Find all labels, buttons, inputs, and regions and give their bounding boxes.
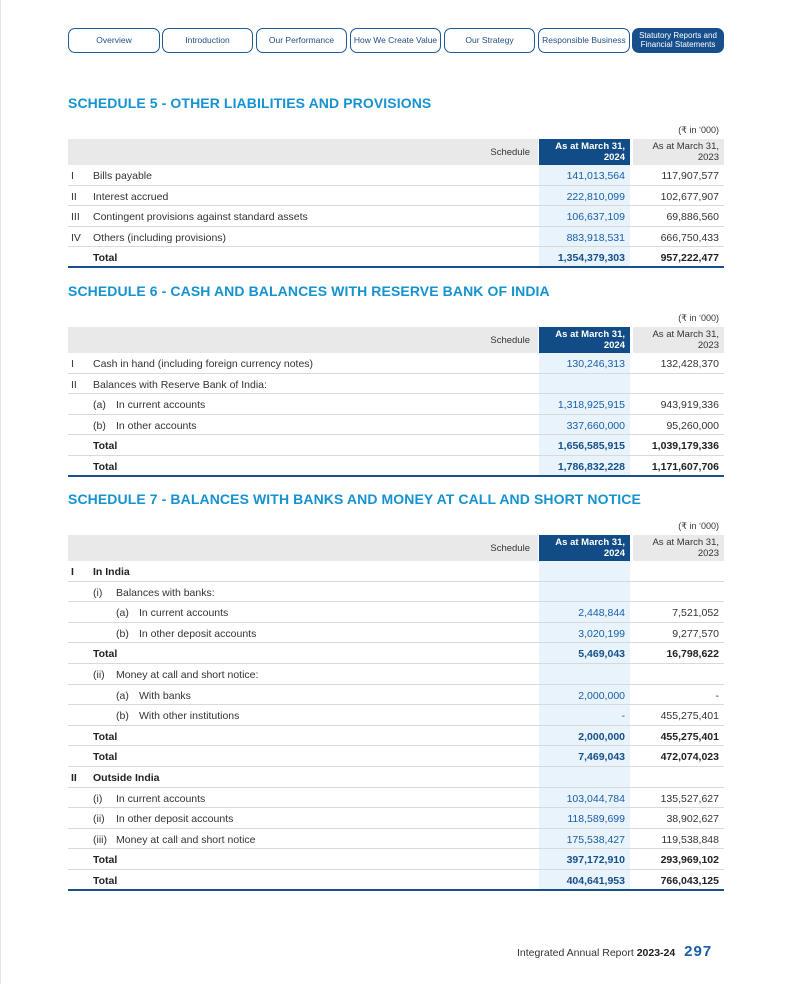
tab-our-performance[interactable]: Our Performance [256,28,347,53]
tab-introduction[interactable]: Introduction [162,28,253,53]
previous-year-cell [633,582,724,602]
row-label: Total [93,874,118,887]
previous-year-cell [633,767,724,787]
row-label: In current accounts [116,792,206,805]
table-header [68,139,724,165]
table-row [68,726,724,747]
table-row [68,561,724,582]
current-year-value: 404,641,953 [566,874,625,887]
current-year-value: 7,469,043 [578,751,625,764]
previous-year-value: 16,798,622 [666,648,719,661]
table-row [68,206,724,227]
row-number: I [71,358,74,370]
schedule-5-title: SCHEDULE 5 - OTHER LIABILITIES AND PROVISIONS [68,95,432,111]
table-row [68,165,724,186]
previous-year-value: 7,521,052 [672,607,719,620]
row-label: Money at call and short notice: [116,668,259,681]
current-year-value: 1,318,925,915 [557,399,625,412]
previous-year-value: 69,886,560 [666,211,719,224]
row-label: Bills payable [93,170,152,182]
previous-year-cell [633,561,724,581]
row-number: II [71,190,77,203]
units-note: (₹ in ‘000) [678,521,719,531]
previous-year-value: 766,043,125 [660,874,719,887]
table-row [68,849,724,870]
table-row [68,664,724,685]
row-label: Total [93,648,118,661]
tab-overview[interactable]: Overview [68,28,160,53]
current-year-value: 2,000,000 [578,730,625,743]
row-label: Total [93,252,118,265]
schedule-5-table [68,139,724,268]
row-sub-index: (i) [93,586,103,599]
row-label: In other deposit accounts [139,627,257,640]
previous-year-cell [633,664,724,684]
current-year-header: As at March 31, 2024 [539,327,630,353]
header-background [68,139,538,165]
row-label: With other institutions [139,710,240,723]
current-year-value: 222,810,099 [566,190,625,203]
row-number: I [71,170,74,182]
schedule-6-table [68,327,724,477]
page-number: 297 [684,943,713,960]
table-row [68,227,724,248]
previous-year-value: 293,969,102 [660,854,719,867]
table-row [68,353,724,374]
current-year-cell [539,582,630,602]
tab-statutory-reports[interactable]: Statutory Reports and Financial Statements [632,28,724,53]
current-year-value: 1,786,832,228 [557,460,625,473]
table-row [68,374,724,395]
row-label: Interest accrued [93,190,169,203]
current-year-cell [539,664,630,684]
table-row [68,602,724,623]
previous-year-header: As at March 31, 2023 [633,139,724,165]
page-footer [517,943,712,960]
schedule-6-title: SCHEDULE 6 - CASH AND BALANCES WITH RESERVE BANK OF INDIA [68,283,550,299]
tab-our-strategy[interactable]: Our Strategy [444,28,535,53]
row-label: Balances with banks: [116,586,215,599]
row-number: I [71,566,74,578]
previous-year-value: 957,222,477 [660,252,719,265]
row-label: In other deposit accounts [116,813,234,826]
row-label: Outside India [93,771,160,784]
row-number: IV [71,231,81,244]
previous-year-value: 666,750,433 [660,231,719,244]
row-sub-index: (iii) [93,833,107,846]
report-name: Integrated Annual Report [517,947,634,959]
table-row [68,643,724,664]
table-row [68,394,724,415]
row-sub-index: (b) [93,419,106,432]
report-year: 2023-24 [636,947,676,959]
current-year-value: 2,448,844 [578,607,625,620]
previous-year-value: 455,275,401 [660,710,719,723]
row-label: Total [93,730,118,743]
row-label: With banks [139,689,191,702]
row-label: Others (including provisions) [93,231,227,244]
current-year-value: 3,020,199 [578,627,625,640]
current-year-cell [539,767,630,787]
current-year-header: As at March 31, 2024 [539,139,630,165]
current-year-value: 2,000,000 [578,689,625,702]
current-year-value: 1,354,379,303 [557,252,625,265]
row-number: II [71,378,77,391]
schedule-column-header: Schedule [490,147,530,158]
previous-year-header: As at March 31, 2023 [633,535,724,561]
current-year-value: 175,538,427 [566,833,625,846]
previous-year-value: 1,171,607,706 [651,460,719,473]
schedule-column-header: Schedule [490,335,530,346]
table-row [68,746,724,767]
previous-year-value: 135,527,627 [660,792,719,805]
table-row [68,186,724,207]
row-label: Total [93,751,118,764]
current-year-value: 118,589,699 [567,813,625,826]
table-row [68,808,724,829]
row-label: Total [93,440,118,453]
previous-year-cell [633,374,724,394]
previous-year-value: 95,260,000 [666,419,719,432]
previous-year-value: 1,039,179,336 [651,440,719,453]
row-label: In current accounts [116,399,206,412]
table-header [68,327,724,353]
table-row [68,623,724,644]
previous-year-header: As at March 31, 2023 [633,327,724,353]
row-label: In current accounts [139,607,229,620]
row-sub-index: (ii) [93,813,105,826]
row-subsub-index: (a) [116,689,129,702]
previous-year-value: 472,074,023 [660,751,719,764]
row-label: In India [93,566,130,578]
page-edge [0,0,1,984]
current-year-value: 5,469,043 [578,648,625,661]
current-year-cell [539,374,630,394]
table-row [68,456,724,477]
schedule-7-title: SCHEDULE 7 - BALANCES WITH BANKS AND MONEY AT CALL AND SHORT NOTICE [68,491,641,507]
table-row [68,582,724,603]
table-row [68,705,724,726]
current-year-value: - [621,710,625,723]
current-year-value: 337,660,000 [566,419,625,432]
row-sub-index: (a) [93,399,106,412]
units-note: (₹ in ‘000) [678,313,719,323]
previous-year-value: 38,902,627 [666,813,719,826]
row-subsub-index: (b) [116,710,129,723]
row-label: Total [93,460,118,473]
current-year-value: 130,246,313 [566,358,625,370]
row-label: Contingent provisions against standard assets [93,211,308,224]
current-year-value: 883,918,531 [566,231,625,244]
row-label: Total [93,854,118,867]
previous-year-value: 455,275,401 [660,730,719,743]
row-sub-index: (ii) [93,668,105,681]
current-year-cell [539,705,630,725]
table-row [68,788,724,809]
row-label: In other accounts [116,419,197,432]
current-year-cell [539,561,630,581]
table-row [68,685,724,706]
current-year-value: 141,013,564 [566,170,625,182]
row-label: Cash in hand (including foreign currency notes) [93,358,314,370]
previous-year-value: 943,919,336 [660,399,719,412]
row-number: II [71,771,77,784]
row-label: Balances with Reserve Bank of India: [93,378,267,391]
previous-year-cell [633,685,724,705]
row-sub-index: (i) [93,792,103,805]
table-row [68,415,724,436]
row-subsub-index: (b) [116,627,129,640]
previous-year-value: 119,538,848 [661,833,719,846]
previous-year-value: 102,677,907 [660,190,719,203]
row-number: III [71,211,80,224]
table-row [68,247,724,268]
row-label: Money at call and short notice [116,833,256,846]
tab-how-we-create-value[interactable]: How We Create Value [350,28,441,53]
table-row [68,870,724,891]
previous-year-value: 132,428,370 [660,358,719,370]
current-year-header: As at March 31, 2024 [539,535,630,561]
tab-responsible-business[interactable]: Responsible Business [538,28,630,53]
units-note: (₹ in ‘000) [678,125,719,135]
table-header [68,535,724,561]
previous-year-value: 9,277,570 [672,627,719,640]
current-year-value: 1,656,585,915 [557,440,625,453]
previous-year-value: 117,907,577 [661,170,719,182]
current-year-value: 103,044,784 [566,792,625,805]
header-background [68,535,538,561]
schedule-column-header: Schedule [490,543,530,554]
current-year-value: 106,637,109 [566,211,625,224]
table-row [68,829,724,850]
schedule-7-table [68,535,724,891]
previous-year-value: - [715,689,719,702]
table-row [68,767,724,788]
section-navigation [68,28,724,53]
current-year-value: 397,172,910 [566,854,625,867]
header-background [68,327,538,353]
row-subsub-index: (a) [116,607,129,620]
table-row [68,435,724,456]
